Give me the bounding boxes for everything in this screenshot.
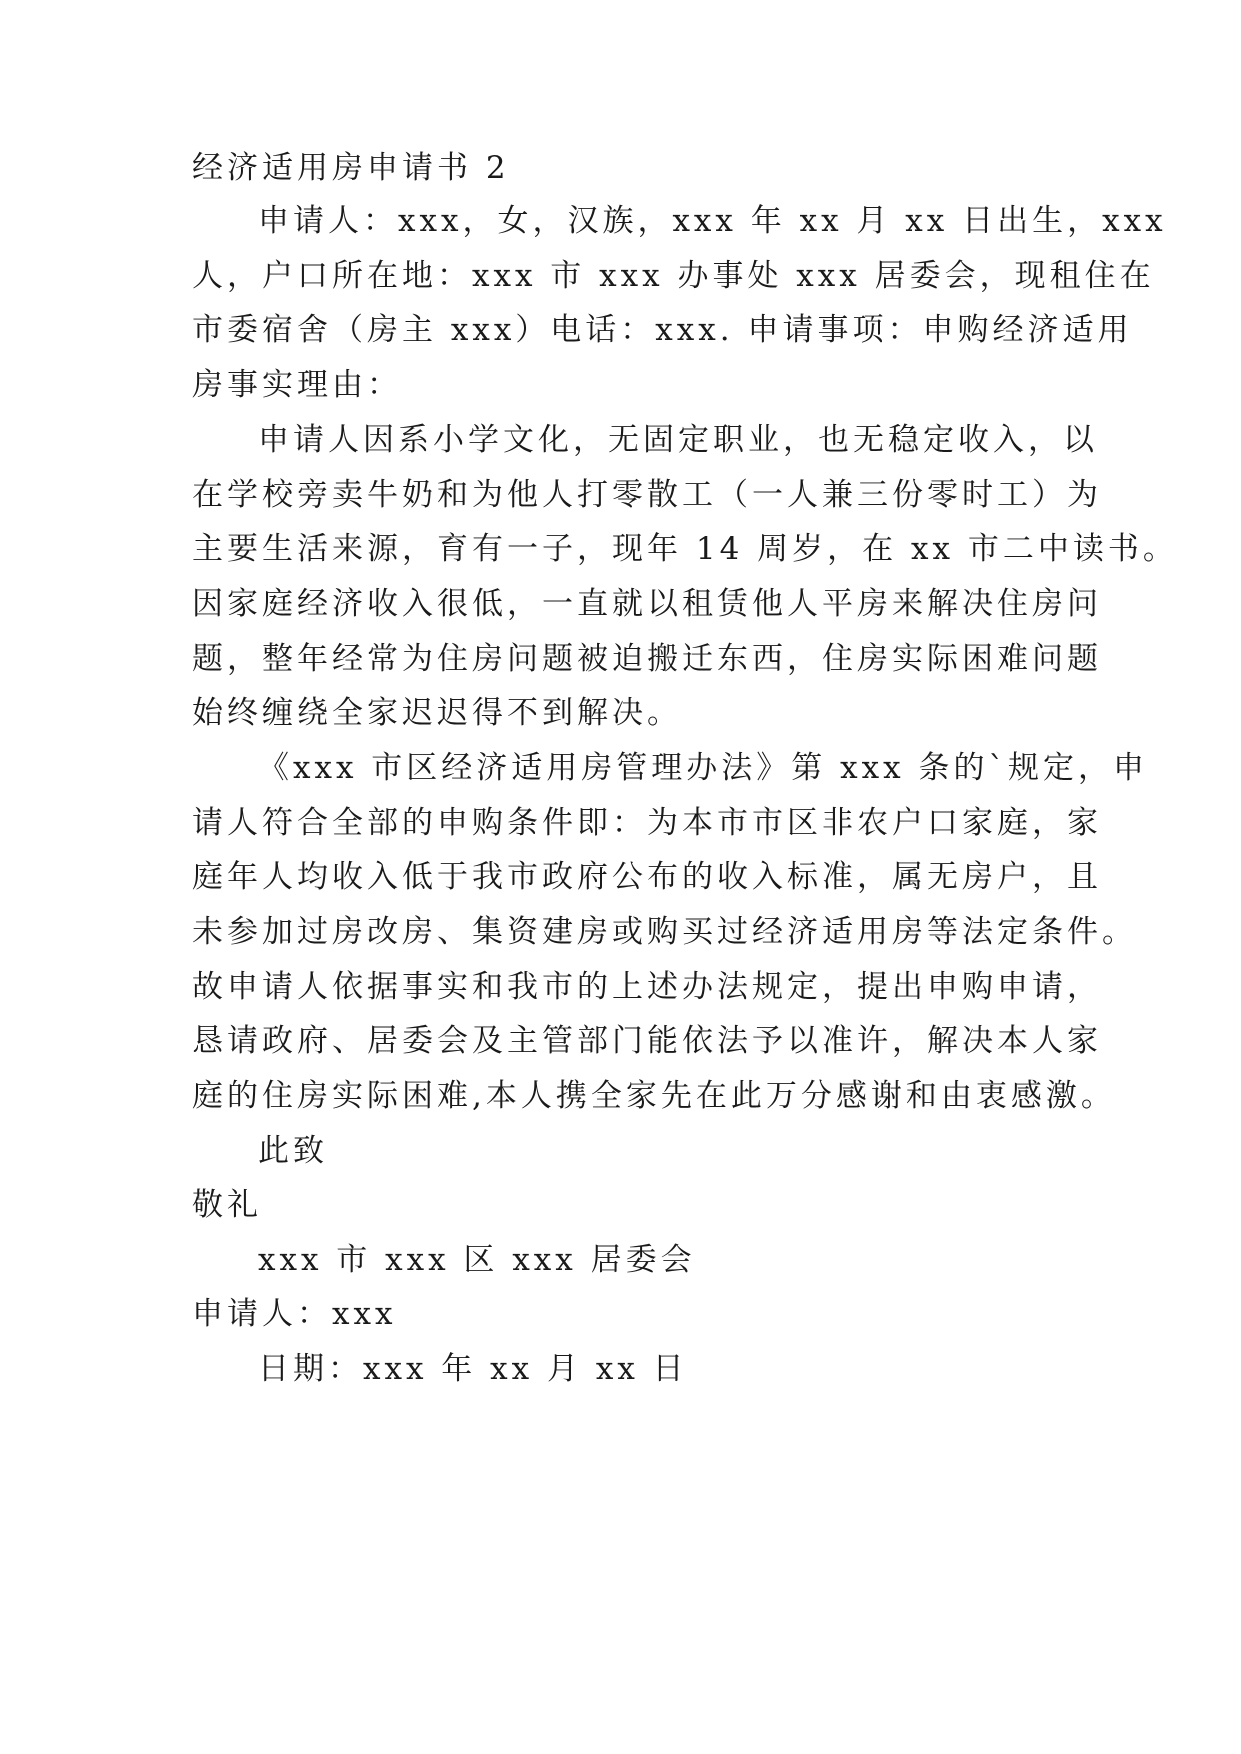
date-line: 日期：xxx 年 xx 月 xx 日: [258, 1351, 688, 1387]
paragraph-line: 因家庭经济收入很低，一直就以租赁他人平房来解决住房问: [192, 586, 1102, 622]
paragraph-line: 人，户口所在地：xxx 市 xxx 办事处 xxx 居委会，现租住在: [192, 258, 1155, 294]
paragraph-line: 房事实理由：: [192, 367, 402, 403]
paragraph-line: 庭的住房实际困难,本人携全家先在此万分感谢和由衷感激。: [192, 1078, 1116, 1114]
paragraph-line: 请人符合全部的申购条件即：为本市市区非农户口家庭，家: [192, 805, 1102, 841]
paragraph-line: 恳请政府、居委会及主管部门能依法予以准许，解决本人家: [192, 1023, 1102, 1059]
paragraph-line: 市委宿舍（房主 xxx）电话：xxx. 申请事项：申购经济适用: [192, 312, 1133, 348]
paragraph-line: 《xxx 市区经济适用房管理办法》第 xxx 条的`规定，申: [258, 750, 1148, 786]
paragraph-line: 在学校旁卖牛奶和为他人打零散工（一人兼三份零时工）为: [192, 477, 1102, 513]
document-title: 经济适用房申请书 2: [192, 150, 510, 186]
paragraph-line: 未参加过房改房、集资建房或购买过经济适用房等法定条件。: [192, 914, 1137, 950]
paragraph-line: 庭年人均收入低于我市政府公布的收入标准，属无房户，且: [192, 859, 1102, 895]
paragraph-line: 申请人：xxx，女，汉族，xxx 年 xx 月 xx 日出生，xxx: [258, 203, 1167, 239]
paragraph-line: 始终缠绕全家迟迟得不到解决。: [192, 695, 682, 731]
paragraph-line: 题，整年经常为住房问题被迫搬迁东西，住房实际困难问题: [192, 641, 1102, 677]
paragraph-line: 申请人因系小学文化，无固定职业，也无稳定收入，以: [258, 422, 1098, 458]
closing-text: 此致: [258, 1133, 328, 1169]
recipient-line: xxx 市 xxx 区 xxx 居委会: [258, 1242, 696, 1278]
paragraph-line: 主要生活来源，育有一子，现年 14 周岁，在 xx 市二中读书。: [192, 531, 1178, 567]
paragraph-line: 故申请人依据事实和我市的上述办法规定，提出申购申请，: [192, 969, 1102, 1005]
applicant-line: 申请人：xxx: [192, 1296, 397, 1332]
salutation-text: 敬礼: [192, 1187, 262, 1223]
